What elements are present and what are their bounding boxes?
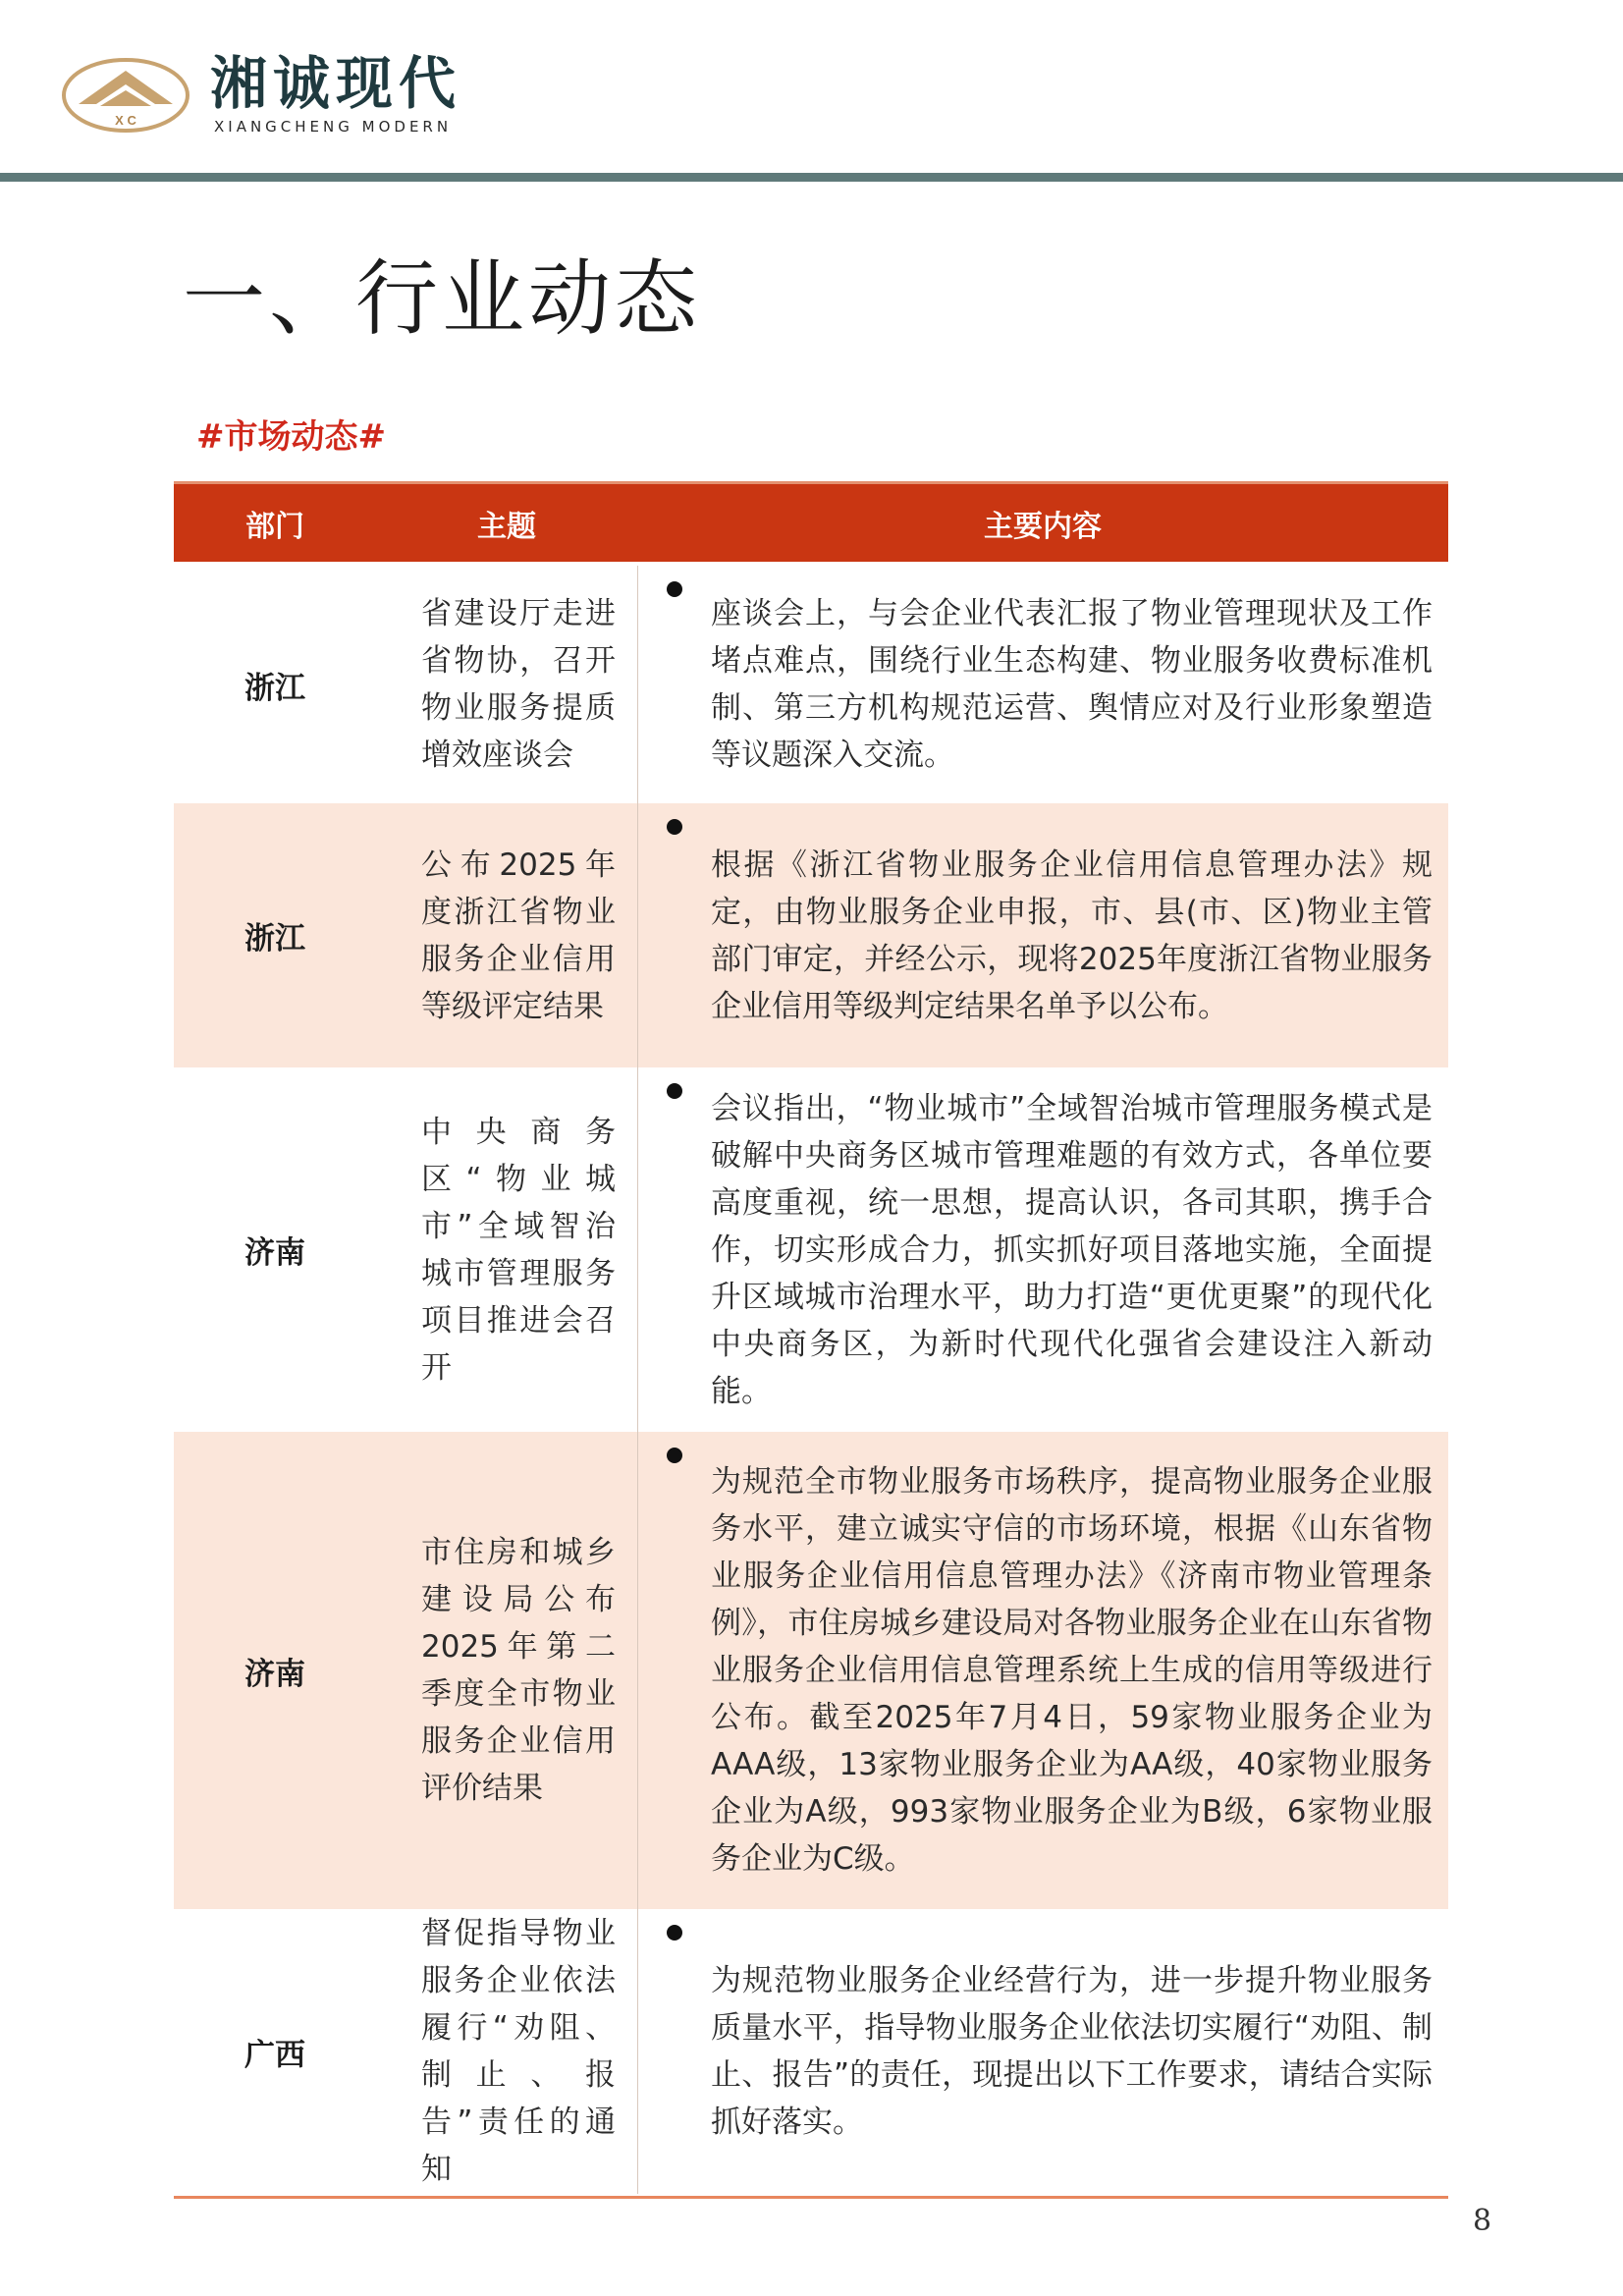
row-topic: 督促指导物业服务企业依法履行“劝阻、制止、报告”责任的通知 — [421, 1916, 616, 2187]
row-topic: 公布2025年度浙江省物业服务企业信用等级评定结果 — [421, 847, 616, 1024]
page-header — [0, 0, 1623, 187]
footer-divider — [174, 2196, 1448, 2199]
header-content: 主要内容 — [984, 509, 1102, 544]
bullet-icon — [638, 1909, 711, 1941]
table-row — [174, 803, 1448, 1067]
table-row — [174, 1909, 1448, 2194]
row-content — [637, 1909, 1448, 2194]
row-dept: 济南 — [244, 1235, 305, 1271]
page-number: 8 — [1473, 2204, 1492, 2238]
table-row — [174, 1067, 1448, 1432]
bullet-icon — [638, 1432, 711, 1463]
row-content — [637, 1067, 1448, 1432]
row-topic: 省建设厅走进省物协，召开物业服务提质增效座谈会 — [421, 596, 616, 773]
row-topic: 市住房和城乡建设局公布2025年第二季度全市物业服务企业信用评价结果 — [421, 1535, 616, 1806]
row-content — [637, 1432, 1448, 1909]
row-content — [637, 803, 1448, 1067]
market-news-table — [174, 481, 1448, 2194]
row-content — [637, 566, 1448, 803]
brand-name: 湘诚现代 — [210, 50, 462, 117]
row-dept: 浙江 — [244, 921, 305, 957]
bullet-icon — [638, 566, 711, 597]
bullet-icon — [638, 803, 711, 835]
row-content-text: 会议指出，“物业城市”全域智治城市管理服务模式是破解中央商务区城市管理难题的有效方式，各单位要高度重视，统一思想，提高认识，各司其职，携手合作，切实形成合力，抓实抓好项目落地实施，全面提升区域城市治理水平，助力打造“更优更聚”的现代化中央商务区，为新时代现代化强省会建设注入新动能。 — [711, 1090, 1433, 1409]
row-dept: 浙江 — [244, 670, 305, 706]
row-content-text: 为规范物业服务企业经营行为，进一步提升物业服务质量水平，指导物业服务企业依法切实履行“劝阻、制止、报告”的责任，现提出以下工作要求，请结合实际抓好落实。 — [711, 1963, 1433, 2140]
row-content-text: 座谈会上，与会企业代表汇报了物业管理现状及工作堵点难点，围绕行业生态构建、物业服务收费标准机制、第三方机构规范运营、舆情应对及行业形象塑造等议题深入交流。 — [711, 596, 1433, 773]
table-row — [174, 1432, 1448, 1909]
section-title: 一、行业动态 — [183, 250, 702, 347]
row-content-text: 为规范全市物业服务市场秩序，提高物业服务企业服务水平，建立诚实守信的市场环境，根据《山东省物业服务企业信用信息管理办法》《济南市物业管理条例》，市住房城乡建设局对各物业服务企业在山东省物业服务企业信用信息管理系统上生成的信用等级进行公布。截至2025年7月4日，59家物业服务企业为AAA级，13家物业服务企业为AA级，40家物业服务企业为A级，993家物业服务企业为B级，6家物业服务企业为C级。 — [711, 1464, 1433, 1877]
header-topic: 主题 — [477, 509, 536, 544]
header-dept: 部门 — [245, 509, 304, 544]
table-row — [174, 562, 1448, 803]
row-dept: 广西 — [244, 2037, 305, 2073]
row-dept: 济南 — [244, 1656, 305, 1692]
table-header — [174, 481, 1448, 562]
brand-subtitle: XIANGCHENG MODERN — [214, 118, 453, 136]
row-content-text: 根据《浙江省物业服务企业信用信息管理办法》规定，由物业服务企业申报，市、县(市、区)物业主管部门审定，并经公示，现将2025年度浙江省物业服务企业信用等级判定结果名单予以公布。 — [711, 847, 1433, 1024]
header-divider — [0, 173, 1623, 182]
subsection-title: #市场动态# — [196, 417, 386, 457]
xiangcheng-logo-icon — [61, 57, 190, 134]
bullet-icon — [638, 1067, 711, 1099]
row-topic: 中央商务区“物业城市”全域智治城市管理服务项目推进会召开 — [421, 1114, 616, 1386]
logo-letters: X C — [115, 113, 136, 128]
